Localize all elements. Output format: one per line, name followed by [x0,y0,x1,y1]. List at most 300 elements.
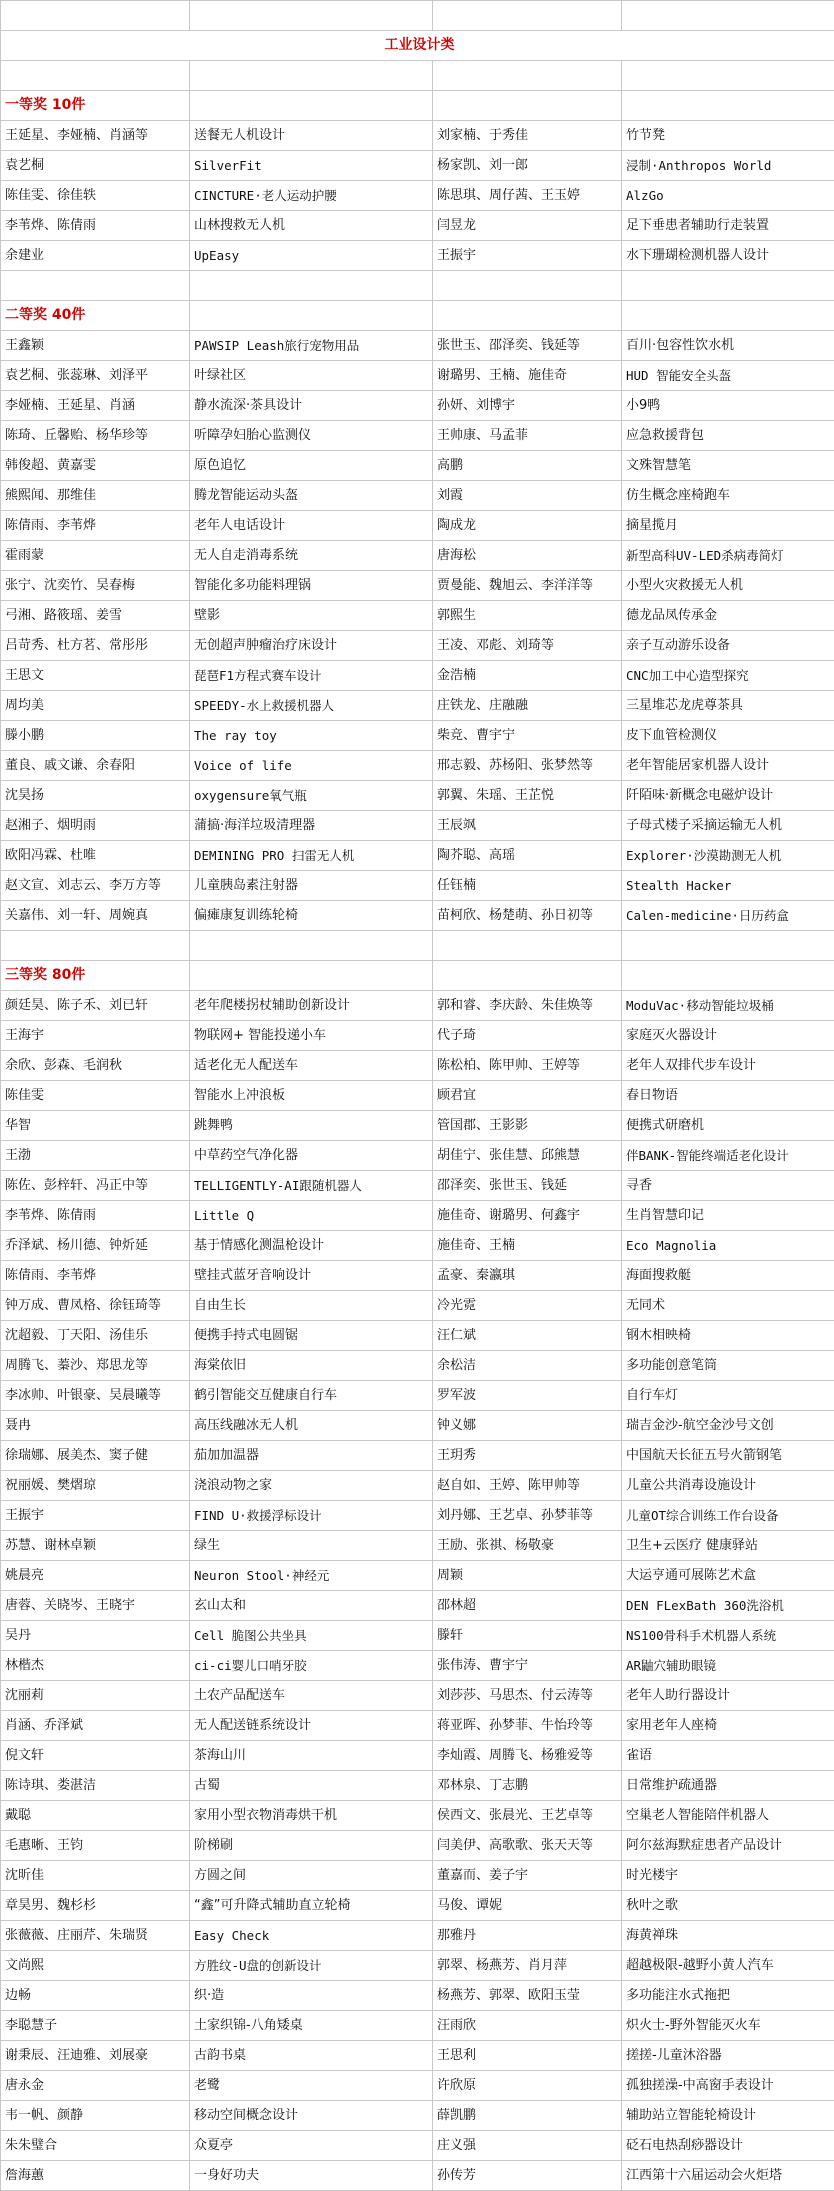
author-cell: 陈琦、丘馨贻、杨华珍等 [1,421,190,451]
project-cell: 钢木相映椅 [622,1321,834,1351]
project-cell: 阶梯刷 [190,1831,433,1861]
author-cell: 姚晨亮 [1,1561,190,1591]
project-cell: 卫生+云医疗 健康驿站 [622,1531,834,1561]
empty-cell [1,271,190,301]
empty-cell [190,91,433,121]
author-cell: 薛凯鹏 [433,2101,622,2131]
table-row [1,1951,834,1981]
project-cell: 叶绿社区 [190,361,433,391]
project-cell: Eco Magnolia [622,1231,834,1261]
author-cell: 金浩楠 [433,661,622,691]
author-cell: 张世玉、邵泽奕、钱延等 [433,331,622,361]
project-cell: 山林搜救无人机 [190,211,433,241]
author-cell: 王思利 [433,2041,622,2071]
author-cell: 陈思琪、周仔茜、王玉婷 [433,181,622,211]
author-cell: 郭熙生 [433,601,622,631]
project-cell: 小型火灾救援无人机 [622,571,834,601]
project-cell: 浸制·Anthropos World [622,151,834,181]
project-cell: PAWSIP Leash旅行宠物用品 [190,331,433,361]
author-cell: 陈诗琪、娄湛洁 [1,1771,190,1801]
author-cell: 周均美 [1,691,190,721]
project-cell: 老年智能居家机器人设计 [622,751,834,781]
table-row [1,391,834,421]
project-cell: 阡陌味·新概念电磁炉设计 [622,781,834,811]
blank-row [1,271,834,301]
project-cell: 听障孕妇胎心监测仪 [190,421,433,451]
author-cell: 滕小鹏 [1,721,190,751]
table-row [1,121,834,151]
author-cell: 施佳奇、王楠 [433,1231,622,1261]
table-row [1,2041,834,2071]
author-cell: 赵湘子、烟明雨 [1,811,190,841]
project-cell: 仿生概念座椅跑车 [622,481,834,511]
author-cell: 韦一帆、颜静 [1,2101,190,2131]
table-row [1,901,834,931]
project-cell: 方圆之间 [190,1861,433,1891]
author-cell: 沈超毅、丁天阳、汤佳乐 [1,1321,190,1351]
table-row [1,811,834,841]
table-row [1,361,834,391]
table-row [1,631,834,661]
project-cell: 寻香 [622,1171,834,1201]
author-cell: 徐瑞娜、展美杰、窦子健 [1,1441,190,1471]
table-row [1,1381,834,1411]
author-cell: 王玥秀 [433,1441,622,1471]
section-heading: 一等奖 10件 [1,91,190,121]
table-row [1,1051,834,1081]
author-cell: 邵林超 [433,1591,622,1621]
author-cell: 张宁、沈奕竹、吴春梅 [1,571,190,601]
author-cell: 朱朱璧合 [1,2131,190,2161]
project-cell: 雀语 [622,1741,834,1771]
table-row [1,241,834,271]
author-cell: 钟义娜 [433,1411,622,1441]
author-cell: 周腾飞、蓁沙、郑思龙等 [1,1351,190,1381]
project-cell: 多功能创意笔筒 [622,1351,834,1381]
empty-cell [433,91,622,121]
author-cell: 汪仁斌 [433,1321,622,1351]
author-cell: 管国郡、王影影 [433,1111,622,1141]
project-cell: SilverFit [190,151,433,181]
table-row [1,1981,834,2011]
author-cell: 颜廷昊、陈子禾、刘已轩 [1,991,190,1021]
author-cell: 余欣、彭森、毛润秋 [1,1051,190,1081]
project-cell: 鹤引智能交互健康自行车 [190,1381,433,1411]
author-cell: 庄义强 [433,2131,622,2161]
author-cell: 赵文宣、刘志云、李万方等 [1,871,190,901]
blank-row [1,931,834,961]
project-cell: 家用小型衣物消毒烘干机 [190,1801,433,1831]
project-cell: 应急救援背包 [622,421,834,451]
table-row [1,511,834,541]
author-cell: 李苇烨、陈倩雨 [1,1201,190,1231]
author-cell: 韩俊超、黄嘉雯 [1,451,190,481]
author-cell: 冷光霓 [433,1291,622,1321]
author-cell: 邵泽奕、张世玉、钱延 [433,1171,622,1201]
author-cell: 李聪慧子 [1,2011,190,2041]
table-row [1,2161,834,2191]
project-cell: 瑞吉金沙-航空金沙号文创 [622,1411,834,1441]
project-cell: 方胜纹-U盘的创新设计 [190,1951,433,1981]
project-cell: Stealth Hacker [622,871,834,901]
table-row [1,1741,834,1771]
project-cell: 时光楼宇 [622,1861,834,1891]
project-cell: 浇浪动物之家 [190,1471,433,1501]
table-row [1,1891,834,1921]
author-cell: 吕苛秀、杜方茗、常彤彤 [1,631,190,661]
author-cell: 苗柯欣、杨楚萌、孙日初等 [433,901,622,931]
project-cell: 跳舞鸭 [190,1111,433,1141]
section-heading: 二等奖 40件 [1,301,190,331]
project-cell: 家用老年人座椅 [622,1711,834,1741]
table-row [1,781,834,811]
project-cell: 物联网+ 智能投递小车 [190,1021,433,1051]
author-cell: 余松洁 [433,1351,622,1381]
project-cell: The ray toy [190,721,433,751]
project-cell: 摘星揽月 [622,511,834,541]
author-cell: 王延星、李娅楠、肖涵等 [1,121,190,151]
author-cell: 文尚熙 [1,1951,190,1981]
project-cell: 便携式研磨机 [622,1111,834,1141]
table-row [1,751,834,781]
table-row [1,1681,834,1711]
author-cell: 谢秉辰、汪迪雅、刘展豪 [1,2041,190,2071]
project-cell: 移动空间概念设计 [190,2101,433,2131]
author-cell: 沈昕佳 [1,1861,190,1891]
table-row [1,211,834,241]
project-cell: 一身好功夫 [190,2161,433,2191]
project-cell: 众夏亭 [190,2131,433,2161]
empty-cell [433,271,622,301]
author-cell: 杨家凯、刘一郎 [433,151,622,181]
table-row [1,181,834,211]
empty-cell [622,301,834,331]
table-row [1,451,834,481]
author-cell: 柴竞、曹宇宁 [433,721,622,751]
author-cell: 施佳奇、谢璐男、何鑫宇 [433,1201,622,1231]
author-cell: 闫昱龙 [433,211,622,241]
project-cell: 生肖智慧印记 [622,1201,834,1231]
author-cell: 吴丹 [1,1621,190,1651]
table-row [1,1831,834,1861]
project-cell: Easy Check [190,1921,433,1951]
author-cell: 戴聪 [1,1801,190,1831]
project-cell: 小9鸭 [622,391,834,421]
award-table-body [1,1,834,2191]
table-row [1,1261,834,1291]
project-cell: CINCTURE·老人运动护腰 [190,181,433,211]
empty-cell [190,271,433,301]
empty-cell [190,931,433,961]
table-row [1,1651,834,1681]
author-cell: 董嘉而、姜子宇 [433,1861,622,1891]
project-cell: 亲子互动游乐设备 [622,631,834,661]
project-cell: 玄山太和 [190,1591,433,1621]
project-cell: 新型高科UV-LED杀病毒简灯 [622,541,834,571]
table-row [1,1771,834,1801]
author-cell: 关嘉伟、刘一轩、周婉真 [1,901,190,931]
project-cell: 土农产品配送车 [190,1681,433,1711]
section-heading: 三等奖 80件 [1,961,190,991]
project-cell: TELLIGENTLY-AI跟随机器人 [190,1171,433,1201]
author-cell: 肖涵、乔泽斌 [1,1711,190,1741]
section-header-row [1,91,834,121]
project-cell: 秋叶之歌 [622,1891,834,1921]
author-cell: 刘莎莎、马思杰、付云涛等 [433,1681,622,1711]
table-row [1,1081,834,1111]
table-row [1,1921,834,1951]
project-cell: 搓搓-儿童沐浴器 [622,2041,834,2071]
author-cell: 王鑫颖 [1,331,190,361]
project-cell: UpEasy [190,241,433,271]
project-cell: 无创超声肿瘤治疗床设计 [190,631,433,661]
author-cell: 熊熙闻、那维佳 [1,481,190,511]
project-cell: 超越极限-越野小黄人汽车 [622,1951,834,1981]
project-cell: 海黄禅珠 [622,1921,834,1951]
author-cell: 杨燕芳、郭翠、欧阳玉莹 [433,1981,622,2011]
author-cell: 侯西文、张晨光、王艺卓等 [433,1801,622,1831]
project-cell: 皮下血管检测仪 [622,721,834,751]
author-cell: 袁艺桐 [1,151,190,181]
table-row [1,1171,834,1201]
author-cell: 张薇薇、庄丽芹、朱瑞贤 [1,1921,190,1951]
author-cell: 毛惠晰、王钧 [1,1831,190,1861]
project-cell: DEMINING PRO 扫雷无人机 [190,841,433,871]
project-cell: 老年人双排代步车设计 [622,1051,834,1081]
project-cell: 海棠依旧 [190,1351,433,1381]
author-cell: 胡佳宁、张佳慧、邱熊慧 [433,1141,622,1171]
project-cell: Explorer·沙漠勘测无人机 [622,841,834,871]
table-row [1,1111,834,1141]
author-cell: 代子琦 [433,1021,622,1051]
project-cell: 无人配送链系统设计 [190,1711,433,1741]
project-cell: 老鹭 [190,2071,433,2101]
author-cell: 钟万成、曹凤格、徐钰琦等 [1,1291,190,1321]
project-cell: 伴BANK-智能终端适老化设计 [622,1141,834,1171]
project-cell: 自由生长 [190,1291,433,1321]
empty-cell [190,961,433,991]
author-cell: 董良、戚文谦、余春阳 [1,751,190,781]
project-cell: 砭石电热刮痧器设计 [622,2131,834,2161]
table-row [1,871,834,901]
project-cell: 海面搜救艇 [622,1261,834,1291]
project-cell: 家庭灭火器设计 [622,1021,834,1051]
table-row [1,1801,834,1831]
table-row [1,481,834,511]
author-cell: 任钰楠 [433,871,622,901]
author-cell: 庄铁龙、庄融融 [433,691,622,721]
table-row [1,1231,834,1261]
project-cell: 壁挂式蓝牙音响设计 [190,1261,433,1291]
table-row [1,1351,834,1381]
blank-row [1,1,834,31]
table-row [1,1321,834,1351]
table-row [1,1201,834,1231]
author-cell: 陈佳雯 [1,1081,190,1111]
table-row [1,721,834,751]
project-cell: 便携手持式电圆锯 [190,1321,433,1351]
author-cell: 郭和睿、李庆龄、朱佳焕等 [433,991,622,1021]
table-row [1,331,834,361]
author-cell: 孙妍、刘博宇 [433,391,622,421]
project-cell: Cell 脆图公共坐具 [190,1621,433,1651]
author-cell: 王凌、邓彪、刘琦等 [433,631,622,661]
project-cell: NS100骨科手术机器人系统 [622,1621,834,1651]
author-cell: 王思文 [1,661,190,691]
author-cell: 陶成龙 [433,511,622,541]
author-cell: 弓湘、路筱瑶、姜雪 [1,601,190,631]
author-cell: 李娅楠、王延星、肖涵 [1,391,190,421]
author-cell: 陈松柏、陈甲帅、王婷等 [433,1051,622,1081]
author-cell: 欧阳冯霖、杜唯 [1,841,190,871]
author-cell: 李冰帅、叶银豪、吴晨曦等 [1,1381,190,1411]
author-cell: 谢璐男、王楠、施佳奇 [433,361,622,391]
project-cell: 茄加加温器 [190,1441,433,1471]
project-cell: 德龙品凤传承金 [622,601,834,631]
project-cell: 多功能注水式拖把 [622,1981,834,2011]
project-cell: 文殊智慧笔 [622,451,834,481]
table-row [1,2071,834,2101]
author-cell: 孟豪、秦瀛琪 [433,1261,622,1291]
project-cell: 儿童胰岛素注射器 [190,871,433,901]
author-cell: 唐永金 [1,2071,190,2101]
project-cell: Neuron Stool·神经元 [190,1561,433,1591]
author-cell: 陈佐、彭梓轩、冯正中等 [1,1171,190,1201]
project-cell: 原色追忆 [190,451,433,481]
author-cell: 华智 [1,1111,190,1141]
author-cell: 贾曼能、魏旭云、李洋洋等 [433,571,622,601]
empty-cell [1,931,190,961]
table-row [1,1591,834,1621]
project-cell: 儿童OT综合训练工作台设备 [622,1501,834,1531]
project-cell: 足下垂患者辅助行走装置 [622,211,834,241]
project-cell: 琵琶F1方程式赛车设计 [190,661,433,691]
project-cell: 自行车灯 [622,1381,834,1411]
table-row [1,1621,834,1651]
project-cell: 子母式楼子采摘运输无人机 [622,811,834,841]
project-cell: 阿尔兹海默症患者产品设计 [622,1831,834,1861]
section-header-row [1,961,834,991]
table-row [1,691,834,721]
author-cell: 霍雨蒙 [1,541,190,571]
table-row [1,2011,834,2041]
empty-cell [622,931,834,961]
table-row [1,1141,834,1171]
author-cell: 陈倩雨、李苇烨 [1,1261,190,1291]
table-row [1,1501,834,1531]
author-cell: 郭翼、朱瑶、王芷悦 [433,781,622,811]
project-cell: 高压线融冰无人机 [190,1411,433,1441]
project-cell: 春日物语 [622,1081,834,1111]
project-cell: 适老化无人配送车 [190,1051,433,1081]
project-cell: SPEEDY-水上救援机器人 [190,691,433,721]
project-cell: 孤独搓澡-中高窗手表设计 [622,2071,834,2101]
table-row [1,841,834,871]
table-row [1,2131,834,2161]
project-cell: 老年人助行器设计 [622,1681,834,1711]
table-row [1,151,834,181]
author-cell: 周颖 [433,1561,622,1591]
project-cell: 儿童公共消毒设施设计 [622,1471,834,1501]
project-cell: 静水流深·茶具设计 [190,391,433,421]
table-row [1,1711,834,1741]
project-cell: FIND U·救援浮标设计 [190,1501,433,1531]
project-cell: 蒲搞·海洋垃圾清理器 [190,811,433,841]
author-cell: 乔泽斌、杨川德、钟炘延 [1,1231,190,1261]
table-row [1,1021,834,1051]
author-cell: 章昊男、魏杉杉 [1,1891,190,1921]
project-cell: 日常维护疏通器 [622,1771,834,1801]
author-cell: 陶芥聪、高瑶 [433,841,622,871]
author-cell: 祝丽媛、樊熠琼 [1,1471,190,1501]
project-cell: ModuVac·移动智能垃圾桶 [622,991,834,1021]
empty-cell [190,301,433,331]
project-cell: 送餐无人机设计 [190,121,433,151]
project-cell: 织·造 [190,1981,433,2011]
project-cell: Little Q [190,1201,433,1231]
author-cell: 王辰飒 [433,811,622,841]
title-row [1,31,834,61]
project-cell: 绿生 [190,1531,433,1561]
table-row [1,991,834,1021]
table-row [1,1471,834,1501]
project-cell: 老年爬楼拐杖辅助创新设计 [190,991,433,1021]
author-cell: 马俊、谭妮 [433,1891,622,1921]
author-cell: 唐海松 [433,541,622,571]
author-cell: 余建业 [1,241,190,271]
table-row [1,1561,834,1591]
author-cell: 王振宇 [1,1501,190,1531]
author-cell: 赵自如、王婷、陈甲帅等 [433,1471,622,1501]
author-cell: 郭翠、杨燕芳、肖月萍 [433,1951,622,1981]
author-cell: 刘丹娜、王艺卓、孙梦菲等 [433,1501,622,1531]
project-cell: Calen-medicine·日历药盒 [622,901,834,931]
table-row [1,1291,834,1321]
table-row [1,1861,834,1891]
author-cell: 顾君宜 [433,1081,622,1111]
empty-cell [433,301,622,331]
author-cell: 孙传芳 [433,2161,622,2191]
project-cell: 老年人电话设计 [190,511,433,541]
project-cell: 智能水上冲浪板 [190,1081,433,1111]
project-cell: CNC加工中心造型探究 [622,661,834,691]
project-cell: 百川·包容性饮水机 [622,331,834,361]
project-cell: 中草药空气净化器 [190,1141,433,1171]
project-cell: AR鼬穴辅助眼镜 [622,1651,834,1681]
project-cell: HUD 智能安全头盔 [622,361,834,391]
project-cell: 辅助站立智能轮椅设计 [622,2101,834,2131]
author-cell: 罗军波 [433,1381,622,1411]
author-cell: 汪雨欣 [433,2011,622,2041]
project-cell: DEN FLexBath 360洗浴机 [622,1591,834,1621]
author-cell: 沈昊扬 [1,781,190,811]
table-row [1,1531,834,1561]
project-cell: “鑫”可升降式辅助直立轮椅 [190,1891,433,1921]
author-cell: 那雅丹 [433,1921,622,1951]
table-row [1,2101,834,2131]
empty-cell [433,961,622,991]
project-cell: 茶海山川 [190,1741,433,1771]
author-cell: 袁艺桐、张蕊琳、刘泽平 [1,361,190,391]
author-cell: 王海宇 [1,1021,190,1051]
section-header-row [1,301,834,331]
project-cell: 古韵书桌 [190,2041,433,2071]
project-cell: 土家织锦-八角矮桌 [190,2011,433,2041]
author-cell: 刘霞 [433,481,622,511]
project-cell: 江西第十六届运动会火炬塔 [622,2161,834,2191]
table-row [1,1411,834,1441]
project-cell: AlzGo [622,181,834,211]
